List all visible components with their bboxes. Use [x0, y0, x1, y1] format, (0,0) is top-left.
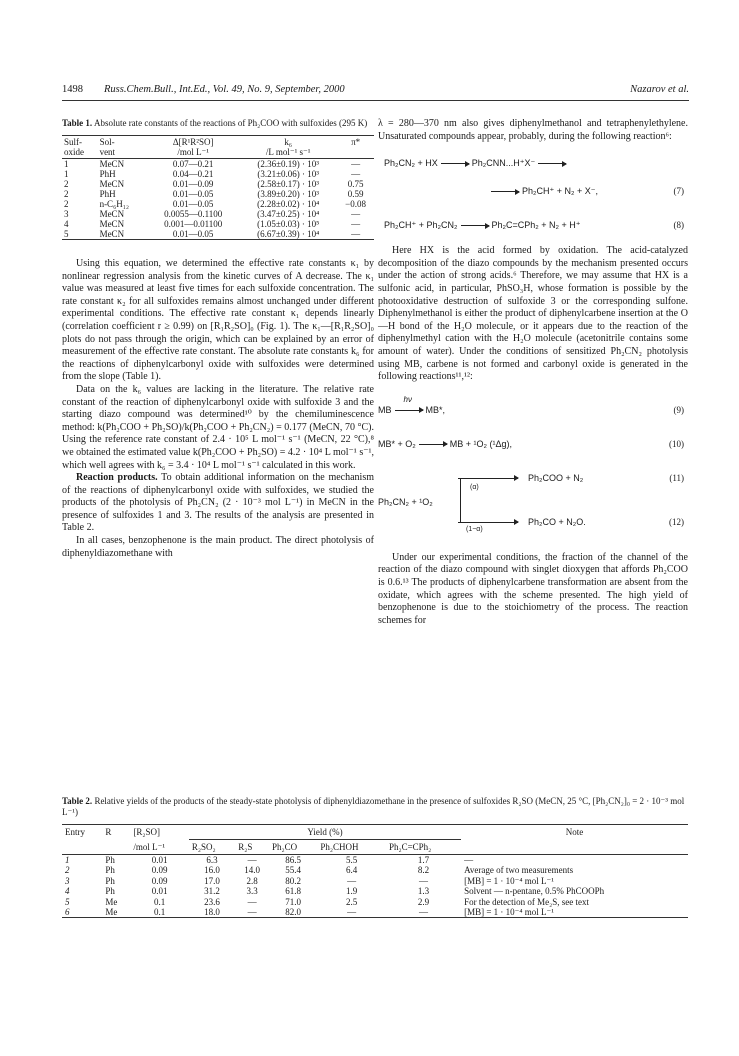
table2-cell: 4	[65, 886, 70, 897]
table2-cell: Ph	[105, 886, 115, 897]
table2-header-cell: Ph₂C=CPh₂	[388, 842, 432, 852]
table1-cell: 5	[64, 229, 69, 239]
table2-cell: 17.0	[204, 875, 220, 886]
table2-header-cell: /mol L⁻¹	[133, 841, 166, 852]
table1-cell: (3.47±0.25) · 10⁴	[257, 209, 320, 219]
table2-cell: 2.8	[246, 875, 258, 886]
table2-cell: —	[247, 907, 257, 918]
table2-cell: —	[347, 875, 357, 886]
running-header	[62, 84, 689, 101]
table1-cell: (2.58±0.17) · 10³	[257, 179, 320, 189]
table1-cell: 0.59	[347, 189, 364, 199]
table2-cell: 0.1	[154, 907, 166, 918]
table2-row	[62, 897, 688, 907]
table1-header-cell: Sol- vent	[99, 137, 116, 157]
table2-cell: Solvent — n-pentane, 0.5% PhCOOPh	[464, 886, 605, 897]
table2-cell: 3	[65, 875, 70, 886]
table2-cell: 6.3	[206, 855, 218, 865]
arrow-icon	[419, 444, 447, 445]
table2-header-cell: Note	[565, 827, 584, 838]
table1-row	[62, 209, 374, 219]
table1-cell: (1.05±0.03) · 10⁵	[257, 219, 320, 229]
table2-row	[62, 876, 688, 886]
paragraph: Here HX is the acid formed by oxidation. The acid-catalyzed decomposition of the diazo compounds by the mechanism presented occurs under the action of strong acids.⁶ Therefore, we may assume that HX is a sulfonic acid, in particular, PhSO₃H, whose formation is possible by the photooxidative destruction of sulfoxide 3 or the corresponding sulfone. Diphenylmethanol is either the product of diphenylcarbene insertion at the O—H bond of the H₂O molecule, or it appears due to the reaction of the diphenylmethyl cation with the H₂O molecule (acetonitrile contains some amount of water). Under the conditions of sensitized Ph₂CN₂ photolysis using MB, carbene is not formed and carbonyl oxide is generated in the following reactions¹¹,¹²:	[378, 245, 688, 383]
table1-cell: MeCN	[99, 219, 125, 229]
table2-cell: 1	[65, 855, 70, 865]
table1-cell: —	[351, 169, 361, 179]
arrow-icon	[395, 410, 423, 411]
arrow-icon	[458, 478, 518, 479]
table2-cell: —	[247, 896, 257, 907]
table2-cell: [MB] = 1 · 10⁻⁴ mol L⁻¹	[464, 875, 555, 886]
table2-cell: —	[419, 907, 429, 918]
arrow-icon	[491, 191, 519, 192]
table2-caption: Table 2. Relative yields of the products of the steady-state photolysis of diphenyldiazomethane in the presence of sulfoxides R₂SO (MeCN, 25 °C, [Ph₂CN₂]₀ = 2 · 10⁻³ mol L⁻¹)	[62, 796, 685, 817]
table2-header-cell: R	[105, 827, 112, 838]
table1-cell: 1	[64, 169, 69, 179]
equation-10: MB* + O₂ MB + ¹O₂ (¹Δg), (10)	[378, 438, 684, 449]
table1-cell: —	[351, 159, 361, 169]
table2-cell: Ph	[105, 865, 115, 876]
table2-cell: 0.09	[151, 875, 168, 886]
table1-header-cell: k₆ /L mol⁻¹ s⁻¹	[265, 137, 311, 157]
table2-cell: 14.0	[244, 865, 260, 876]
table1-cell: (2.28±0.02) · 10⁴	[257, 199, 320, 209]
table2-cell: Ph	[105, 875, 115, 886]
table2-cell: Average of two measurements	[464, 865, 574, 876]
table2-cell: For the detection of Me₂S, see text	[464, 896, 589, 907]
table2-cell: 1.3	[417, 886, 430, 897]
table2-cell: —	[419, 875, 429, 886]
right-column	[378, 118, 688, 627]
table2-cell: 86.5	[285, 855, 302, 865]
table2-header-cell: [R₂SO]	[133, 827, 160, 838]
section-heading: Reaction products.	[76, 472, 158, 484]
paragraph: Under our experimental conditions, the fraction of the channel of the reaction of the diazo compound with singlet dioxygen that affords Ph₂COO is 0.6.¹³ The products of diphenylcarbene transformation are absent from the oxidate, which agrees with the scheme presented. The high yield of benzophenone is due to the stoichiometry of the process. The reaction schemes for	[378, 551, 688, 626]
arrow-icon	[538, 163, 566, 164]
table1-cell: 1	[64, 159, 69, 169]
table1-cell: 4	[64, 219, 69, 229]
table2-cell: 1.7	[417, 855, 430, 865]
table1-cell: 0.75	[347, 179, 364, 189]
table1-cell: 0.0055—0.1100	[164, 209, 223, 219]
table2-cell: 71.0	[285, 896, 302, 907]
table2-header-cell: Ph₂CHOH	[320, 842, 359, 852]
table2-header-row	[62, 825, 688, 840]
paragraph: Reaction products. To obtain additional information on the mechanism of the reactions of diphenylcarbonyl oxide with sulfoxides, we studied the products of the photolysis of Ph₂CN₂ (2 · 10⁻³ mol L⁻¹) in MeCN in the presence of sulfoxides 1 and 3. The results of the analysis are presented in Table 2.	[62, 472, 375, 534]
table1-row	[62, 159, 374, 170]
table2-cell: 2	[65, 865, 70, 876]
table2-cell: Me	[105, 896, 118, 907]
table2-cell: 2.9	[417, 896, 430, 907]
table1-cell: 2	[64, 199, 69, 209]
table2-subheader-row	[62, 840, 688, 855]
table2-cell: 82.0	[285, 907, 302, 918]
journal-reference: Russ.Chem.Bull., Int.Ed., Vol. 49, No. 9, September, 2000	[104, 84, 345, 95]
paragraph: Using this equation, we determined the effective rate constants κ₁ by nonlinear regression analysis from the kinetic curves of A decrease. The κ₁ value was measured at least five times for each sulfoxide concentration. The rate constant κ₂ for all sulfoxides remains almost unchanged under different experimental conditions. The effective rate constant κ₁ depends linearly (correlation coefficient r ≥ 0.99) on [R₁R₂SO]₀ (Fig. 1). The κ₁—[R₁R₂SO]₀ plots do not pass through the origin, which can be explained by an error of measurement of the effective rate constant. The absolute rate constants k₆ for the reactions of diphenylcarbonyl oxide with sulfoxides were determined from the slope (Table 1).	[62, 258, 374, 383]
table2-cell: [MB] = 1 · 10⁻⁴ mol L⁻¹	[464, 907, 555, 918]
table2-cell: 3.3	[246, 886, 258, 897]
table2-cell: Me	[105, 907, 118, 918]
table2-cell: —	[464, 855, 474, 865]
table1-cell: (3.21±0.06) · 10³	[257, 169, 320, 179]
left-column	[62, 118, 374, 560]
table2-row	[62, 907, 688, 918]
table1-cell: 0.01—0.05	[172, 199, 214, 209]
table2-cell: 1.9	[346, 886, 358, 897]
table1-cell: PhH	[99, 169, 116, 179]
table1-cell: −0.08	[345, 199, 366, 209]
paragraph: In all cases, benzophenone is the main product. The direct photolysis of diphenyldiazomethane with	[62, 535, 374, 559]
table1-cell: —	[351, 209, 361, 219]
table2-cell: 0.09	[151, 865, 168, 876]
table2-cell: 55.4	[285, 865, 302, 876]
table2-cell: Ph	[105, 855, 115, 865]
table1-cell: 0.07—0.21	[172, 159, 214, 169]
table2-row	[62, 886, 688, 896]
table1-cell: 0.04—0.21	[172, 169, 214, 179]
table1-cell: (6.67±0.39) · 10⁴	[257, 229, 320, 239]
table1-cell: MeCN	[99, 159, 125, 169]
table2-cell: 23.6	[204, 896, 220, 907]
table1-row	[62, 199, 374, 209]
table2-cell: 61.8	[285, 886, 302, 897]
table2-cell: 0.1	[154, 896, 166, 907]
table1-cell: MeCN	[99, 209, 125, 219]
table1-cell: —	[351, 229, 361, 239]
table2-row	[62, 855, 688, 866]
table2-cell: 6	[65, 907, 70, 918]
table2-header-cell: R₂S	[238, 842, 253, 852]
arrow-icon	[458, 522, 518, 523]
table2-header-cell: R₂SO₂	[191, 842, 216, 852]
table2-cell: 5.5	[346, 855, 358, 865]
table2-cell: 18.0	[204, 907, 220, 918]
table1-row	[62, 179, 374, 189]
table1-cell: 3	[64, 209, 69, 219]
equation-7a: Ph₂CN₂ + HX Ph₂CNN...H⁺X⁻	[378, 151, 688, 179]
table2-header-cell: Entry	[65, 827, 85, 838]
table1-cell: MeCN	[99, 179, 125, 189]
table2-cell: 31.2	[204, 886, 220, 897]
arrow-icon	[461, 225, 489, 226]
table2-cell: 5	[65, 896, 70, 907]
table1-cell: PhH	[99, 189, 116, 199]
table1-row	[62, 189, 374, 199]
table2-cell: 0.01	[151, 855, 168, 865]
table1-cell: —	[351, 219, 361, 229]
table1	[62, 135, 374, 240]
table2-cell: 0.01	[151, 886, 168, 897]
table1-cell: n-C₆H₁₂	[99, 199, 129, 209]
table1-cell: MeCN	[99, 229, 125, 239]
arrow-icon	[441, 163, 469, 164]
table1-cell: 0.01—0.09	[172, 179, 214, 189]
paragraph: λ = 280—370 nm also gives diphenylmethanol and tetraphenylethylene. Unsaturated compounds appear, probably, during the following reaction⁶:	[378, 118, 688, 142]
table2-cell: 80.2	[285, 875, 302, 886]
equation-8: Ph₂CH⁺ + Ph₂CN₂ Ph₂C=CPh₂ + N₂ + H⁺ (8)	[384, 220, 684, 231]
table1-row	[62, 169, 374, 179]
table1-cell: 2	[64, 189, 69, 199]
table2-cell: 2.5	[346, 896, 358, 907]
table1-cell: 0.01—0.05	[172, 229, 214, 239]
table1-cell: 0.001—0.01100	[164, 219, 223, 229]
table1-caption: Table 1. Absolute rate constants of the reactions of Ph₂COO with sulfoxides (295 K)	[62, 118, 368, 128]
equation-9: MB hν MB*, (9)	[378, 394, 684, 415]
table2-header-cell: Ph₂CO	[271, 842, 298, 852]
table1-header-cell: Sulf- oxide	[64, 137, 84, 157]
equation-11-12: Ph₂CN₂ + ¹O₂ (α) (1−α) Ph₂COO + N₂ Ph₂CO + N₂O. (11) (12)	[378, 472, 684, 533]
table2-cell: 8.2	[417, 865, 430, 876]
table2-cell: —	[347, 907, 357, 918]
table2-block	[62, 796, 688, 918]
table2-header-cell: Yield (%)	[189, 825, 461, 840]
page-number: 1498	[62, 84, 83, 95]
table2-cell: 16.0	[204, 865, 220, 876]
equation-7b: Ph₂CH⁺ + N₂ + X⁻, (7)	[378, 179, 688, 207]
table1-cell: 0.01—0.05	[172, 189, 214, 199]
table2-row	[62, 865, 688, 875]
table2	[62, 824, 688, 918]
author-line: Nazarov et al.	[630, 84, 689, 95]
paragraph: Data on the k₆ values are lacking in the literature. The relative rate constant of the reaction of diphenylcarbonyl oxide with sulfoxide 3 and the starting diazo compound was determined¹⁰ by the chemiluminescence method: k(Ph₂COO + Ph₂SO)/k(Ph₂COO + Ph₂CN₂) = 0.177 (MeCN, 70 °C). Using the reference rate constant of 2.4 · 10⁵ L mol⁻¹ s⁻¹ (MeCN, 22 °C),⁸ we obtained the estimated value k(Ph₂COO + Ph₂SO) = 4.2 · 10⁴ L mol⁻¹ s⁻¹, which well agrees with k₆ = 3.4 · 10⁴ L mol⁻¹ s⁻¹ calculated in this work.	[62, 383, 374, 471]
table1-row	[62, 229, 374, 240]
table1-header-cell: Δ[R¹R²SO] /mol L⁻¹	[172, 137, 214, 157]
table2-cell: —	[247, 855, 257, 865]
table2-cell: 6.4	[346, 865, 358, 876]
table1-header-row	[62, 136, 374, 159]
table1-cell: 2	[64, 179, 69, 189]
table1-header-cell: π*	[351, 137, 361, 147]
table1-cell: (2.36±0.19) · 10³	[257, 159, 320, 169]
table1-cell: (3.89±0.20) · 10³	[257, 189, 320, 199]
table1-row	[62, 219, 374, 229]
